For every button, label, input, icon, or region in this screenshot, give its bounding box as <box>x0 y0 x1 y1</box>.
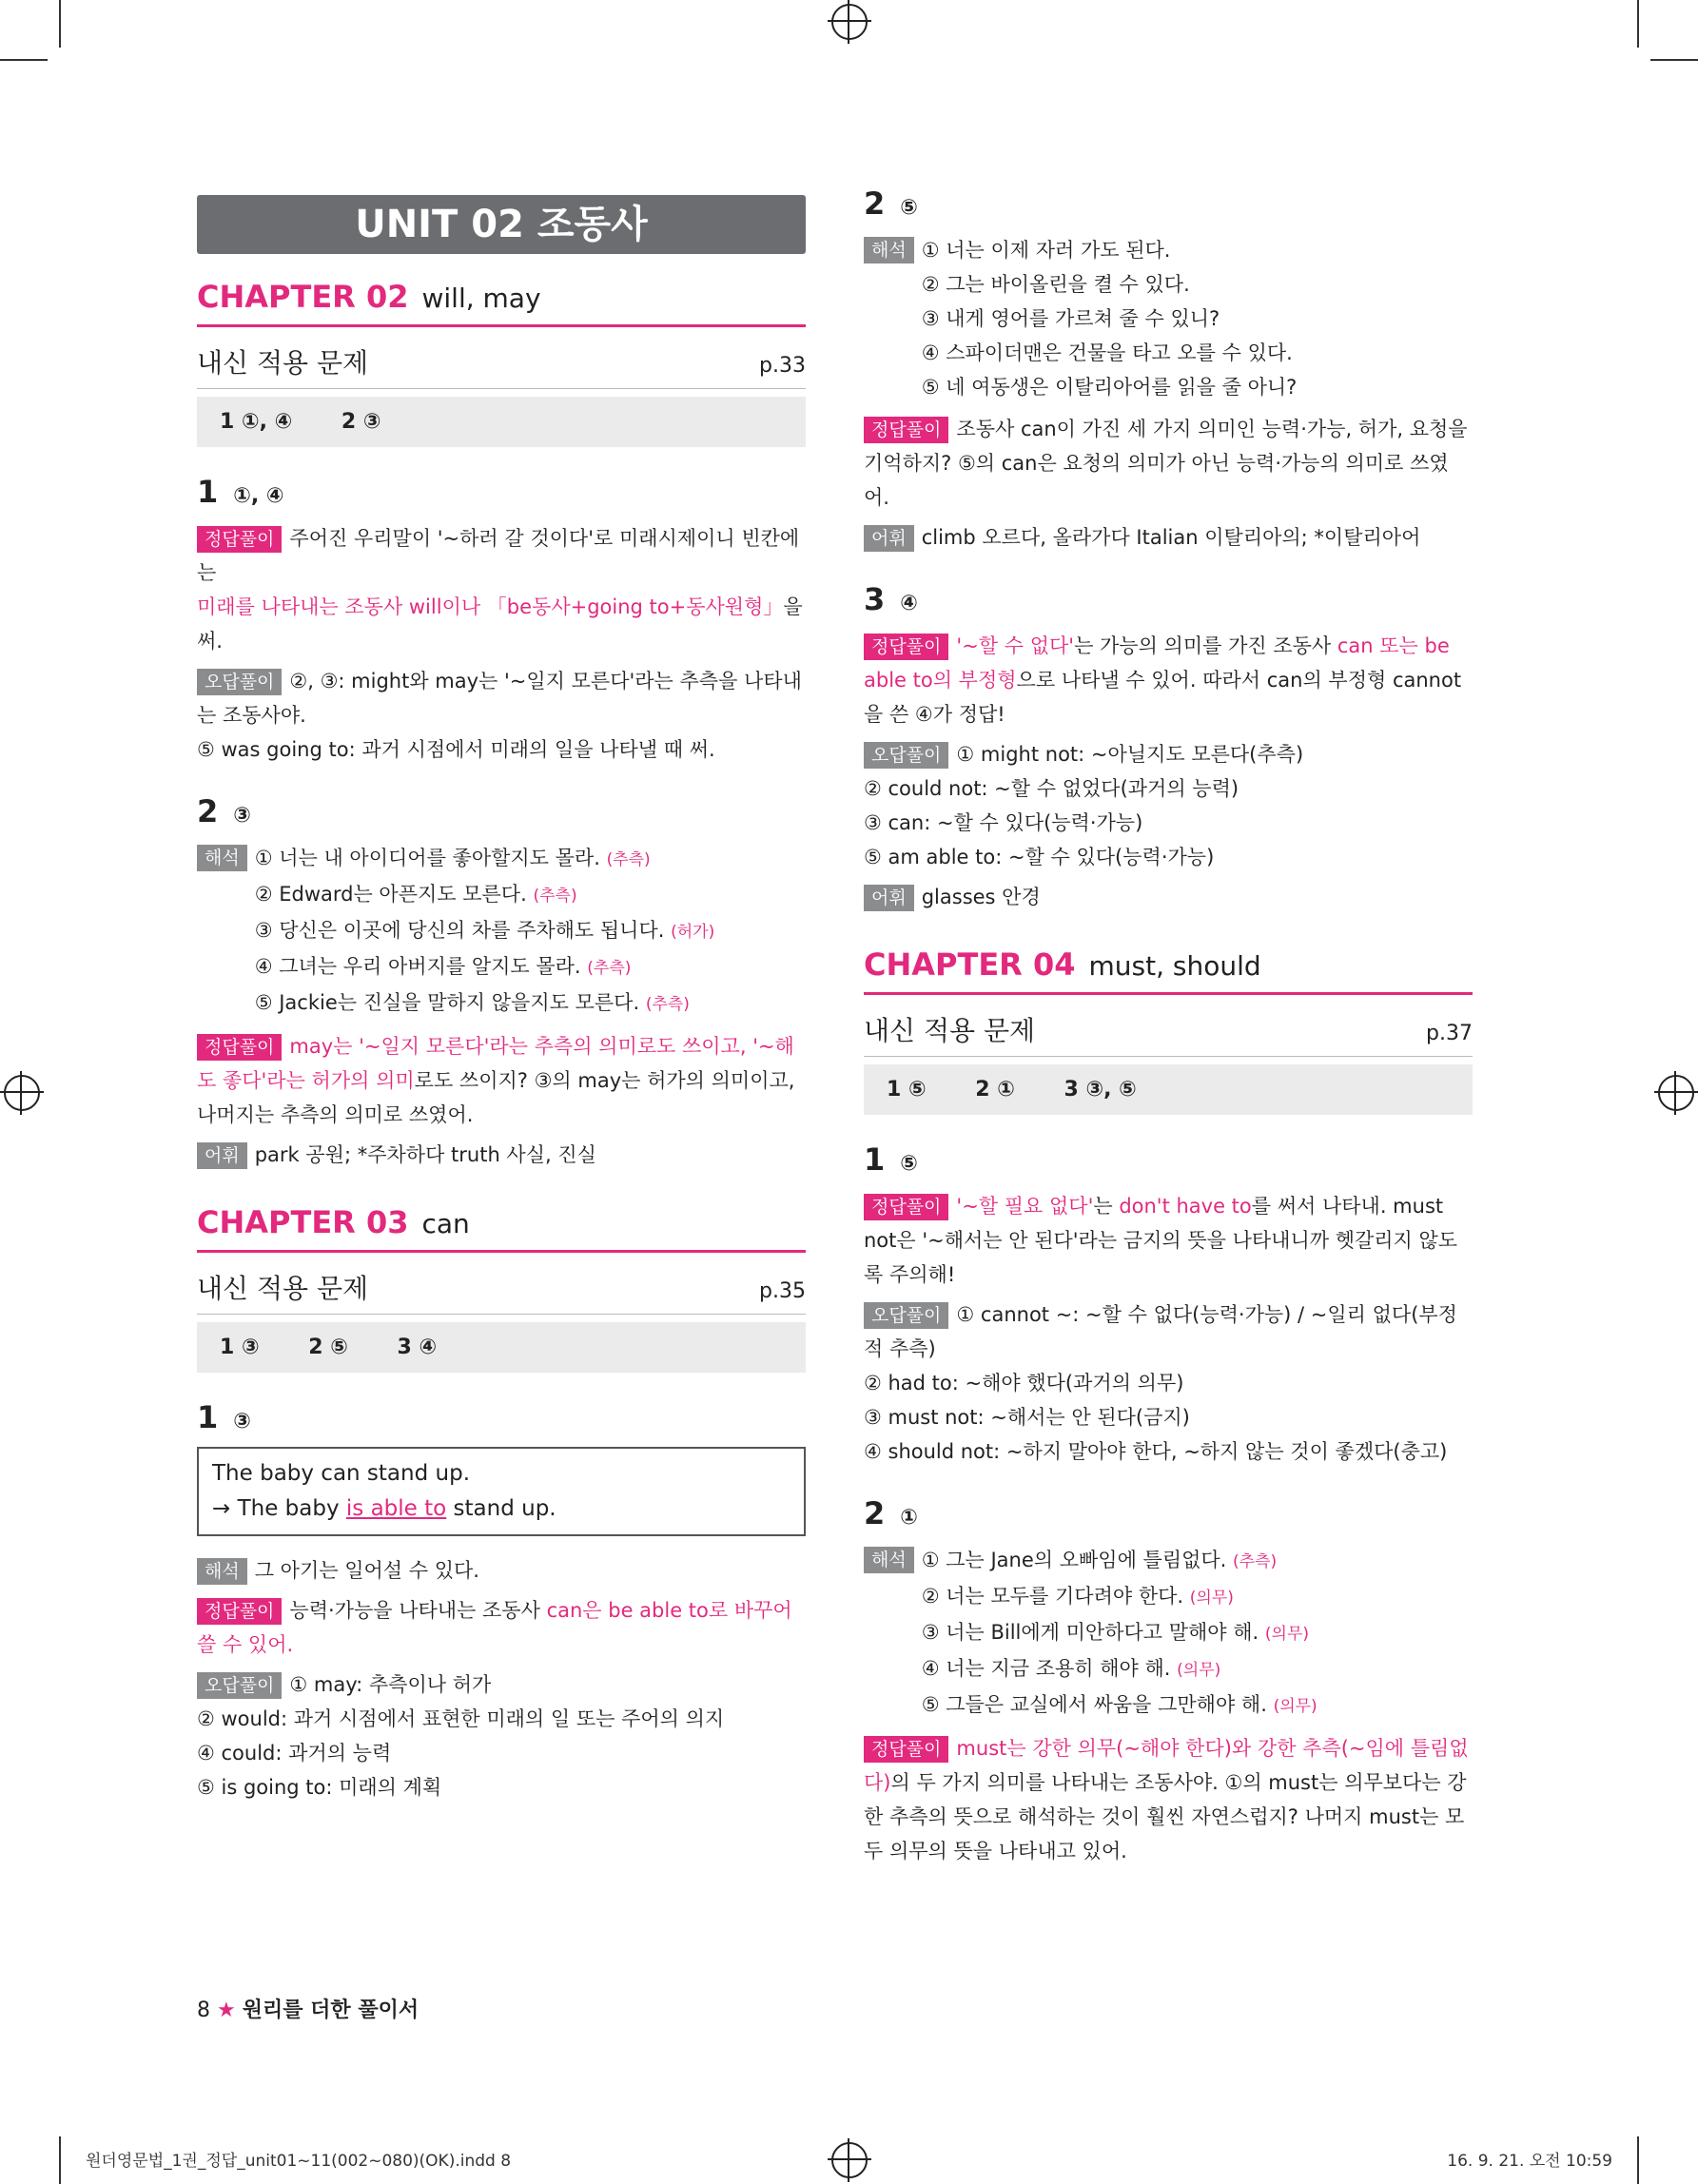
correct-tag: 정답풀이 <box>864 417 948 443</box>
chapter-header <box>197 1204 806 1253</box>
correct-explanation: 정답풀이 must는 강한 의무(~해야 한다)와 강한 추측(~임에 틀림없다)의 두 가지 의미를 나타내는 조동사야. ①의 must는 의무보다는 강한 추측의 뜻으로 해석하는 것이 훨씬 자연스럽지? 나머지 must는 모두 의무의 뜻을 나타내고 있어. <box>864 1737 1469 1862</box>
correct-explanation: 정답풀이 '~할 필요 없다'는 don't have to를 써서 나타내. must not은 '~해서는 안 된다'라는 금지의 뜻을 나타내니까 헷갈리지 않도록 주의해! <box>864 1195 1458 1286</box>
answer-item: 1 ⑤ <box>887 1078 927 1102</box>
question-answer: ①, ④ <box>233 484 284 508</box>
answer-item: 3 ③, ⑤ <box>1064 1078 1137 1102</box>
question <box>864 1495 1473 1868</box>
vocabulary: 어휘 park 공원; *주차하다 truth 사실, 진실 <box>197 1138 806 1172</box>
correct-tag: 정답풀이 <box>864 1194 948 1220</box>
translation: 해석 ① 너는 내 아이디어를 좋아할지도 몰라. (추측) ② Edward는 아픈지도 모른다. (추측) ③ 당신은 이곳에 당신의 차를 주차해도 됩니다. (허가) ④ 그녀는 우리 아버지를 알지도 몰라. (추측) ⑤ Jackie는 진실을 말하지 않을지도 모른다. (추측) <box>197 841 806 1022</box>
vocab-tag: 어휘 <box>864 525 914 552</box>
question-answer: ⑤ <box>900 1152 918 1176</box>
question <box>197 793 806 1172</box>
registration-mark-icon <box>831 4 868 40</box>
page-ref: p.33 <box>759 354 806 378</box>
question-number: 2 <box>864 1495 886 1531</box>
section-title: 내신 적용 문제 <box>864 1015 1036 1046</box>
chapter-title: will, may <box>421 283 541 314</box>
answer-item: 2 ⑤ <box>308 1336 348 1359</box>
registration-mark-icon <box>4 1075 40 1111</box>
answer-item: 2 ③ <box>341 410 381 434</box>
correct-tag: 정답풀이 <box>197 1034 282 1061</box>
crop-mark <box>59 0 61 48</box>
crop-mark <box>0 59 48 61</box>
question <box>864 581 1473 914</box>
unit-title: UNIT 02 조동사 <box>197 195 806 254</box>
wrong-tag: 오답풀이 <box>197 669 282 695</box>
translation: 해석 ① 그는 Jane의 오빠임에 틀림없다. (추측) ② 너는 모두를 기다려야 한다. (의무) ③ 너는 Bill에게 미안하다고 말해야 해. (의무) ④ 너는 지금 조용히 해야 해. (의무) ⑤ 그들은 교실에서 싸움을 그만해야 해. (의무) <box>864 1543 1473 1724</box>
correct-explanation: 정답풀이 '~할 수 없다'는 가능의 의미를 가진 조동사 can 또는 be able to의 부정형으로 나타낼 수 있어. 따라서 can의 부정형 cannot을 쓴 ④가 정답! <box>864 634 1462 726</box>
translation-tag: 해석 <box>864 1547 914 1573</box>
question <box>864 1141 1473 1469</box>
translation-tag: 해석 <box>197 845 247 871</box>
wrong-tag: 오답풀이 <box>197 1672 282 1699</box>
crop-mark <box>1637 0 1639 48</box>
wrong-explanation: 오답풀이 ① may: 추측이나 허가 ② would: 과거 시점에서 표현한 미래의 일 또는 주어의 의지 ④ could: 과거의 능력 ⑤ is going to: 미래의 계획 <box>197 1673 725 1799</box>
answer-item: 3 ④ <box>397 1336 438 1359</box>
crop-mark <box>59 2136 61 2184</box>
sentence-box: The baby can stand up. → The baby is able to stand up. <box>197 1447 806 1536</box>
question-answer: ① <box>900 1506 918 1530</box>
correct-tag: 정답풀이 <box>197 1598 282 1625</box>
page-footer <box>197 1994 419 2023</box>
question-number: 3 <box>864 581 886 617</box>
page-ref: p.35 <box>759 1279 806 1303</box>
wrong-tag: 오답풀이 <box>864 742 948 769</box>
answer-summary <box>197 397 806 447</box>
question <box>197 1399 806 1804</box>
correct-tag: 정답풀이 <box>864 1736 948 1763</box>
slug-date: 16. 9. 21. 오전 10:59 <box>1447 2152 1612 2171</box>
answer-item: 1 ①, ④ <box>220 410 293 434</box>
answer-summary <box>864 1064 1473 1115</box>
slug-file: 원더영문법_1권_정답_unit01~11(002~080)(OK).indd 8 <box>86 2152 512 2171</box>
wrong-explanation: 오답풀이 ① cannot ~: ~할 수 없다(능력·가능) / ~일리 없다(부정적 추측) ② had to: ~해야 했다(과거의 의무) ③ must not: ~해서는 안 된다(금지) ④ should not: ~하지 말아야 한다, ~하지 않는 것이 좋겠다(충고) <box>864 1303 1457 1463</box>
question-number: 1 <box>197 1399 219 1435</box>
vocab-tag: 어휘 <box>864 885 914 911</box>
question-number: 2 <box>197 793 219 829</box>
page-number: 8 <box>197 1999 210 2022</box>
chapter-title: can <box>421 1208 470 1239</box>
section-header <box>197 1268 806 1315</box>
answer-item: 2 ① <box>975 1078 1015 1102</box>
chapter-title: must, should <box>1088 950 1261 982</box>
answer-item: 1 ③ <box>220 1336 260 1359</box>
chapter-number: CHAPTER 02 <box>197 279 409 315</box>
question-number: 2 <box>864 185 886 222</box>
crop-mark <box>1637 2136 1639 2184</box>
question-answer: ③ <box>233 804 251 828</box>
translation: 해석 ① 너는 이제 자러 가도 된다. ② 그는 바이올린을 켤 수 있다. ③ 내게 영어를 가르쳐 줄 수 있니? ④ 스파이더맨은 건물을 타고 오를 수 있다. ⑤ 네 여동생은 이탈리아어를 읽을 줄 아니? <box>864 233 1473 404</box>
section-title: 내신 적용 문제 <box>197 347 369 379</box>
correct-explanation: 정답풀이 주어진 우리말이 '~하러 갈 것이다'로 미래시제이니 빈칸에는 미래를 나타내는 조동사 will이나 「be동사+going to+동사원형」을 써. <box>197 527 803 653</box>
correct-tag: 정답풀이 <box>197 526 282 553</box>
right-column <box>864 185 1473 1874</box>
translation: 해석 그 아기는 일어설 수 있다. <box>197 1553 806 1588</box>
correct-explanation: 정답풀이 조동사 can이 가진 세 가지 의미인 능력·가능, 허가, 요청을 기억하지? ⑤의 can은 요청의 의미가 아닌 능력·가능의 의미로 쓰였어. <box>864 418 1468 509</box>
left-column <box>197 195 806 1810</box>
question-answer: ④ <box>900 592 918 615</box>
vocabulary: 어휘 glasses 안경 <box>864 880 1473 914</box>
question-number: 1 <box>864 1141 886 1178</box>
question-answer: ③ <box>233 1410 251 1433</box>
wrong-explanation: 오답풀이 ① might not: ~아닐지도 모른다(추측) ② could not: ~할 수 없었다(과거의 능력) ③ can: ~할 수 있다(능력·가능) ⑤ am able to: ~할 수 있다(능력·가능) <box>864 743 1304 868</box>
vocabulary: 어휘 climb 오르다, 올라가다 Italian 이탈리아의; *이탈리아어 <box>864 520 1473 555</box>
vocab-tag: 어휘 <box>197 1142 247 1169</box>
correct-tag: 정답풀이 <box>864 634 948 660</box>
section-header <box>197 342 806 389</box>
answer-summary <box>197 1322 806 1373</box>
section-header <box>864 1010 1473 1057</box>
registration-mark-icon <box>831 2142 868 2178</box>
question-number: 1 <box>197 474 219 510</box>
correct-explanation: 정답풀이 능력·가능을 나타내는 조동사 can은 be able to로 바꾸어 쓸 수 있어. <box>197 1599 792 1656</box>
chapter-number: CHAPTER 03 <box>197 1204 409 1240</box>
translation-tag: 해석 <box>864 237 914 263</box>
correct-explanation: 정답풀이 may는 '~일지 모른다'라는 추측의 의미로도 쓰이고, '~해도 좋다'라는 허가의 의미로도 쓰이지? ③의 may는 허가의 의미이고, 나머지는 추측의 의미로 쓰였어. <box>197 1035 795 1126</box>
page-ref: p.37 <box>1426 1022 1473 1045</box>
question <box>864 185 1473 555</box>
wrong-explanation: 오답풀이 ②, ③: might와 may는 '~일지 모른다'라는 추측을 나타내는 조동사야. ⑤ was going to: 과거 시점에서 미래의 일을 나타낼 때 써. <box>197 670 802 761</box>
chapter-header <box>197 279 806 327</box>
translation-tag: 해석 <box>197 1558 247 1585</box>
question-answer: ⑤ <box>900 196 918 220</box>
question <box>197 474 806 767</box>
crop-mark <box>1650 59 1698 61</box>
chapter-number: CHAPTER 04 <box>864 946 1076 983</box>
book-title: 원리를 더한 풀이서 <box>242 1999 420 2022</box>
registration-mark-icon <box>1658 1075 1694 1111</box>
chapter-header <box>864 946 1473 995</box>
wrong-tag: 오답풀이 <box>864 1302 948 1329</box>
section-title: 내신 적용 문제 <box>197 1273 369 1304</box>
star-icon: ★ <box>217 1999 236 2022</box>
